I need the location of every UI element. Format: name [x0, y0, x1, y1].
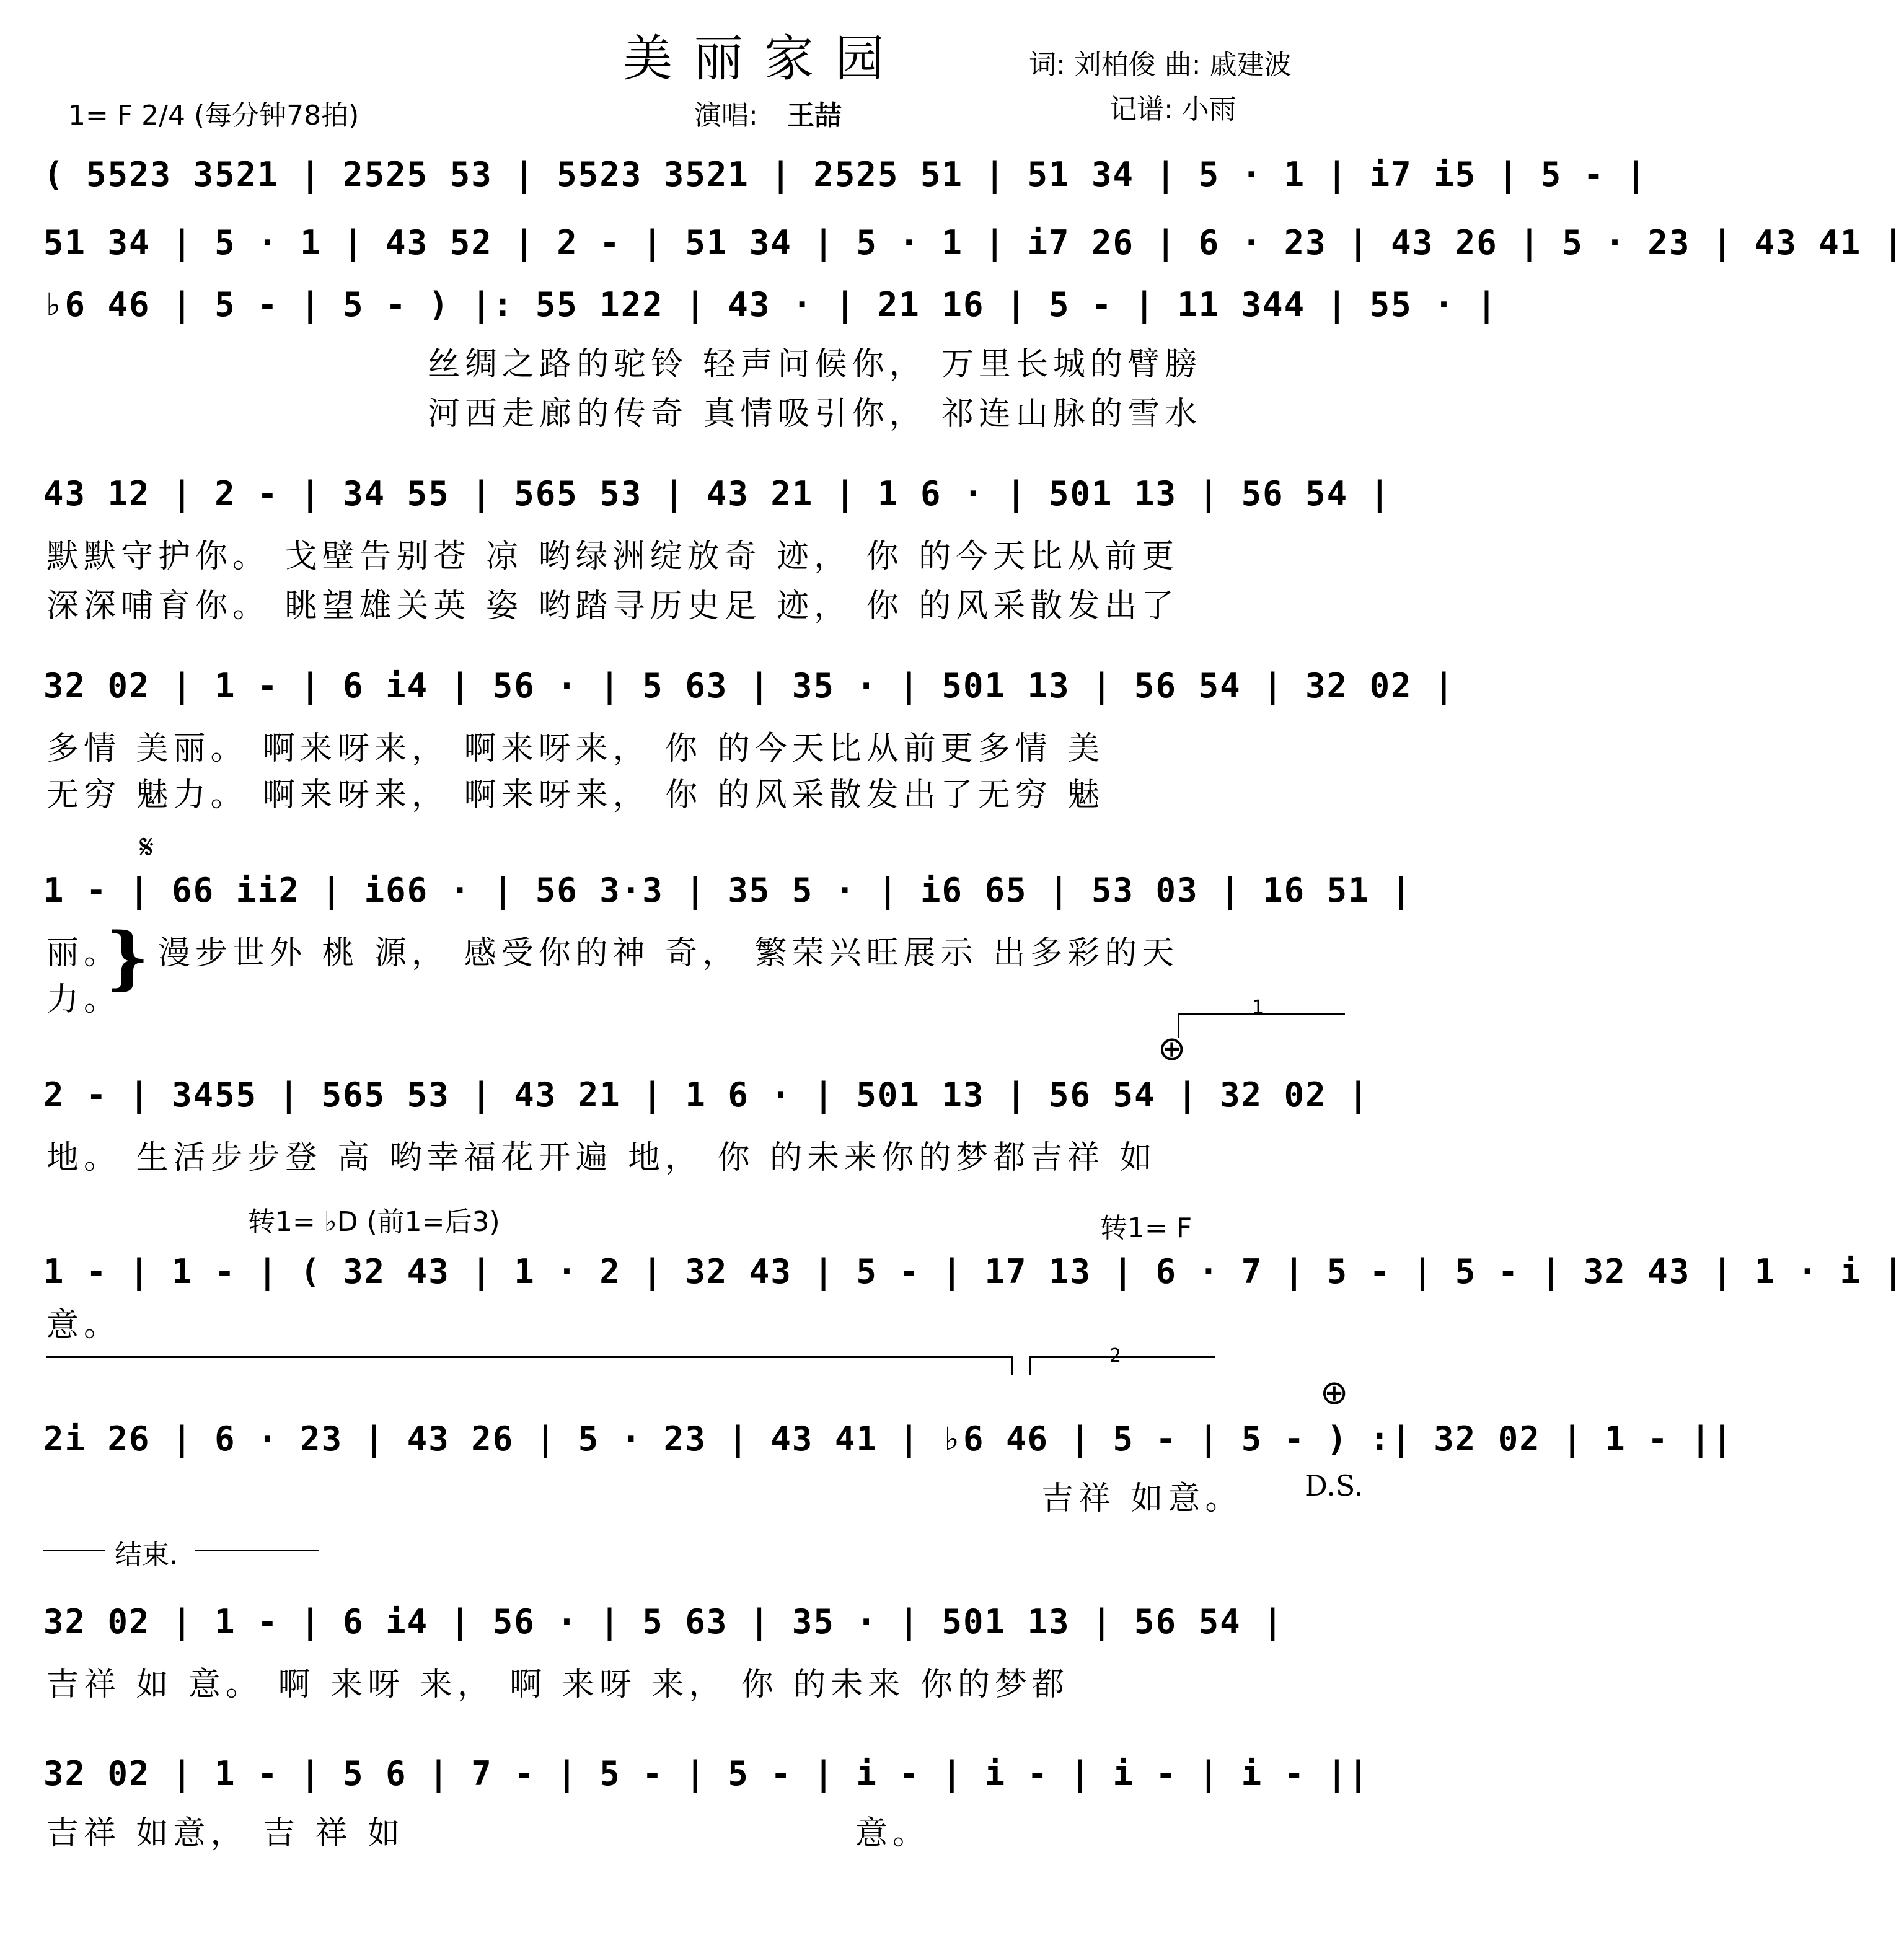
lyric-line-5b: 无穷 魅力。 啊来呀来， 啊来呀来， 你 的风采散发出了无穷 魅: [46, 777, 1105, 814]
score-line-2: 51 34 | 5 · 1 | 43 52 | 2 - | 51 34 | 5 · 1 | i7 26 | 6 · 23 | 43 26 | 5 · 23 | 43 41 |: [43, 223, 1904, 262]
modulation-2: 转1= F: [1100, 1212, 1192, 1244]
lyric-line-11a: 吉祥 如意， 吉 祥 如: [46, 1815, 405, 1852]
score-line-10: 32 02 | 1 - | 6 i4 | 56 · | 5 63 | 35 · | 501 13 | 56 54 |: [43, 1602, 1284, 1641]
lyric-line-6b: 力。: [46, 981, 121, 1018]
segno-icon: 𝄋: [139, 827, 154, 866]
singer: 王喆: [787, 100, 842, 131]
score-line-6: 1 - | 66 ii2 | i66 · | 56 3·3 | 35 5 · | i6 65 | 53 03 | 16 51 |: [43, 871, 1413, 910]
lyric-line-9: 吉祥 如意。: [1041, 1480, 1243, 1517]
ending-line-right: [195, 1550, 319, 1551]
score-line-8: 1 - | 1 - | ( 32 43 | 1 · 2 | 32 43 | 5 - | 17 13 | 6 · 7 | 5 - | 5 - | 32 43 | 1 · i |: [43, 1252, 1904, 1291]
lyric-line-6c: 漫步世外 桃 源， 感受你的神 奇， 繁荣兴旺展示 出多彩的天: [158, 935, 1179, 972]
score-line-4: 43 12 | 2 - | 34 55 | 565 53 | 43 21 | 1 6 · | 501 13 | 56 54 |: [43, 474, 1391, 513]
ending-label: 结束.: [115, 1539, 178, 1571]
score-line-11: 32 02 | 1 - | 5 6 | 7 - | 5 - | 5 - | i - | i - | i - | i - ||: [43, 1754, 1370, 1793]
key-signature: 1= F 2/4 (每分钟78拍): [68, 100, 359, 131]
lyric-line-3b: 河西走廊的传奇 真情吸引你， 祁连山脉的雪水: [428, 395, 1202, 433]
first-ending-hook: [1011, 1356, 1013, 1375]
volta-1-label: 1: [1252, 997, 1264, 1018]
score-line-1: ( 5523 3521 | 2525 53 | 5523 3521 | 2525 51 | 51 34 | 5 · 1 | i7 i5 | 5 - |: [43, 155, 1648, 194]
modulation-1: 转1= ♭D (前1=后3): [248, 1206, 500, 1238]
song-title: 美丽家园: [623, 30, 906, 87]
lyric-line-4a: 默默守护你。 戈壁告别苍 凉 哟绿洲绽放奇 迹， 你 的今天比从前更: [46, 538, 1179, 575]
brace-icon: }: [105, 917, 149, 997]
lyric-line-11b: 意。: [855, 1815, 930, 1852]
coda-icon: ⊕: [1158, 1029, 1186, 1068]
score-line-5: 32 02 | 1 - | 6 i4 | 56 · | 5 63 | 35 · | 501 13 | 56 54 | 32 02 |: [43, 666, 1455, 705]
lyric-line-5a: 多情 美丽。 啊来呀来， 啊来呀来， 你 的今天比从前更多情 美: [46, 730, 1105, 767]
ending-line-left: [43, 1550, 105, 1551]
lyric-line-7: 地。 生活步步登 高 哟幸福花开遍 地， 你 的未来你的梦都吉祥 如: [46, 1139, 1157, 1176]
score-line-7: 2 - | 3455 | 565 53 | 43 21 | 1 6 · | 501 13 | 56 54 | 32 02 |: [43, 1075, 1370, 1114]
volta-2-hook: [1029, 1356, 1031, 1375]
score-line-3: ♭6 46 | 5 - | 5 - ) |: 55 122 | 43 · | 21 16 | 5 - | 11 344 | 55 · |: [43, 285, 1498, 324]
volta-2-label: 2: [1109, 1345, 1122, 1367]
volta-2-line: [1029, 1356, 1215, 1358]
transcriber: 记谱: 小雨: [1109, 94, 1236, 125]
score-line-9: 2i 26 | 6 · 23 | 43 26 | 5 · 23 | 43 41 | ♭6 46 | 5 - | 5 - ) :| 32 02 | 1 - ||: [43, 1419, 1734, 1458]
lyric-line-6a: 丽。: [46, 935, 121, 972]
lyric-line-3a: 丝绸之路的驼铃 轻声问候你， 万里长城的臂膀: [428, 346, 1202, 383]
lyric-line-4b: 深深哺育你。 眺望雄关英 姿 哟踏寻历史足 迹， 你 的风采散发出了: [46, 588, 1179, 625]
lyric-line-8: 意。: [46, 1307, 121, 1344]
first-ending-line: [46, 1356, 1013, 1358]
singer-label: 演唱:: [694, 100, 758, 131]
lyric-line-10: 吉祥 如 意。 啊 来呀 来， 啊 来呀 来， 你 的未来 你的梦都: [46, 1666, 1069, 1703]
coda-icon-2: ⊕: [1320, 1373, 1349, 1412]
credits: 词: 刘柏俊 曲: 戚建波: [1029, 49, 1292, 81]
ds-mark: D.S.: [1305, 1469, 1364, 1502]
